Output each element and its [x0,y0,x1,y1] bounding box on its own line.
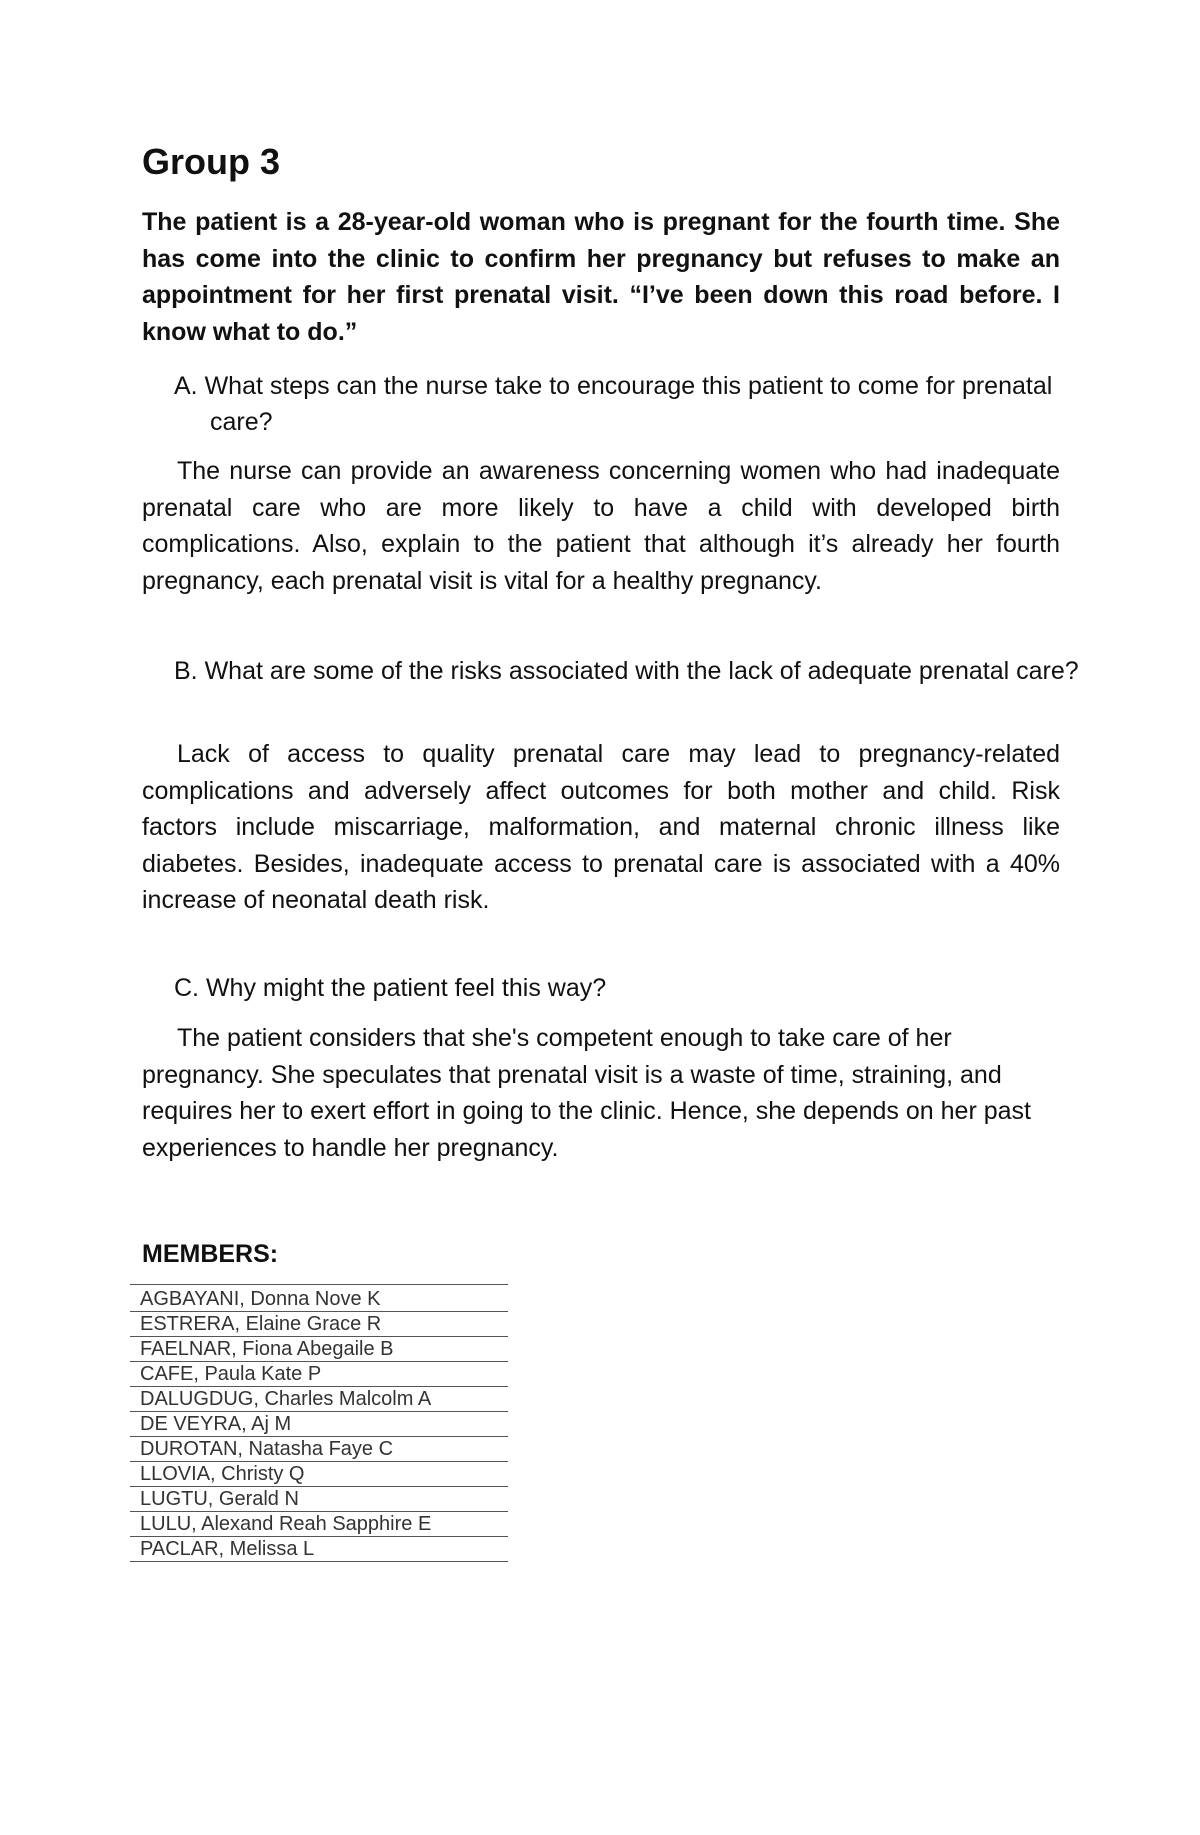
member-name: LULU, Alexand Reah Sapphire E [130,1512,508,1537]
member-name: LUGTU, Gerald N [130,1487,508,1512]
member-name: AGBAYANI, Donna Nove K [130,1285,508,1312]
member-name: DUROTAN, Natasha Faye C [130,1437,508,1462]
question-b: B. What are some of the risks associated with the lack of adequate prenatal care? [174,657,1079,685]
table-row [130,1412,508,1437]
member-name: DE VEYRA, Aj M [130,1412,508,1437]
table-row [130,1387,508,1412]
table-row [130,1487,508,1512]
answer-c: The patient considers that she's competent enough to take care of her pregnancy. She speculates that prenatal visit is a waste of time, straining, and requires her to exert effort in going to the clinic. Hence, she depends on her past experiences to handle her pregnancy. [142,1024,1031,1162]
table-row [130,1512,508,1537]
table-row [130,1312,508,1337]
member-name: PACLAR, Melissa L [130,1537,508,1562]
scenario-paragraph: The patient is a 28-year-old woman who is pregnant for the fourth time. She has come into the clinic to confirm her pregnancy but refuses to make an appointment for her first prenatal visit. “I’ve been down this road before. I know what to do.” [142,208,1060,346]
table-row [130,1537,508,1562]
table-row [130,1285,508,1312]
member-name: LLOVIA, Christy Q [130,1462,508,1487]
member-name: FAELNAR, Fiona Abegaile B [130,1337,508,1362]
question-c: C. Why might the patient feel this way? [174,974,607,1002]
table-row [130,1337,508,1362]
table-row [130,1362,508,1387]
member-name: ESTRERA, Elaine Grace R [130,1312,508,1337]
members-heading: MEMBERS: [142,1240,279,1268]
question-a: A. What steps can the nurse take to encourage this patient to come for prenatal care? [174,372,1053,436]
members-table [130,1284,508,1562]
answer-a: The nurse can provide an awareness concerning women who had inadequate prenatal care who are more likely to have a child with developed birth complications. Also, explain to the patient that although it’s already her fourth pregnancy, each prenatal visit is vital for a healthy pregnancy. [142,457,1060,595]
page-title: Group 3 [142,141,281,182]
member-name: DALUGDUG, Charles Malcolm A [130,1387,508,1412]
table-row [130,1462,508,1487]
member-name: CAFE, Paula Kate P [130,1362,508,1387]
answer-b: Lack of access to quality prenatal care may lead to pregnancy-related complications and adversely affect outcomes for both mother and child. Risk factors include miscarriage, malformation, and maternal chronic illness like diabetes. Besides, inadequate access to prenatal care is associated with a 40% increase of neonatal death risk. [142,740,1060,914]
table-row [130,1437,508,1462]
